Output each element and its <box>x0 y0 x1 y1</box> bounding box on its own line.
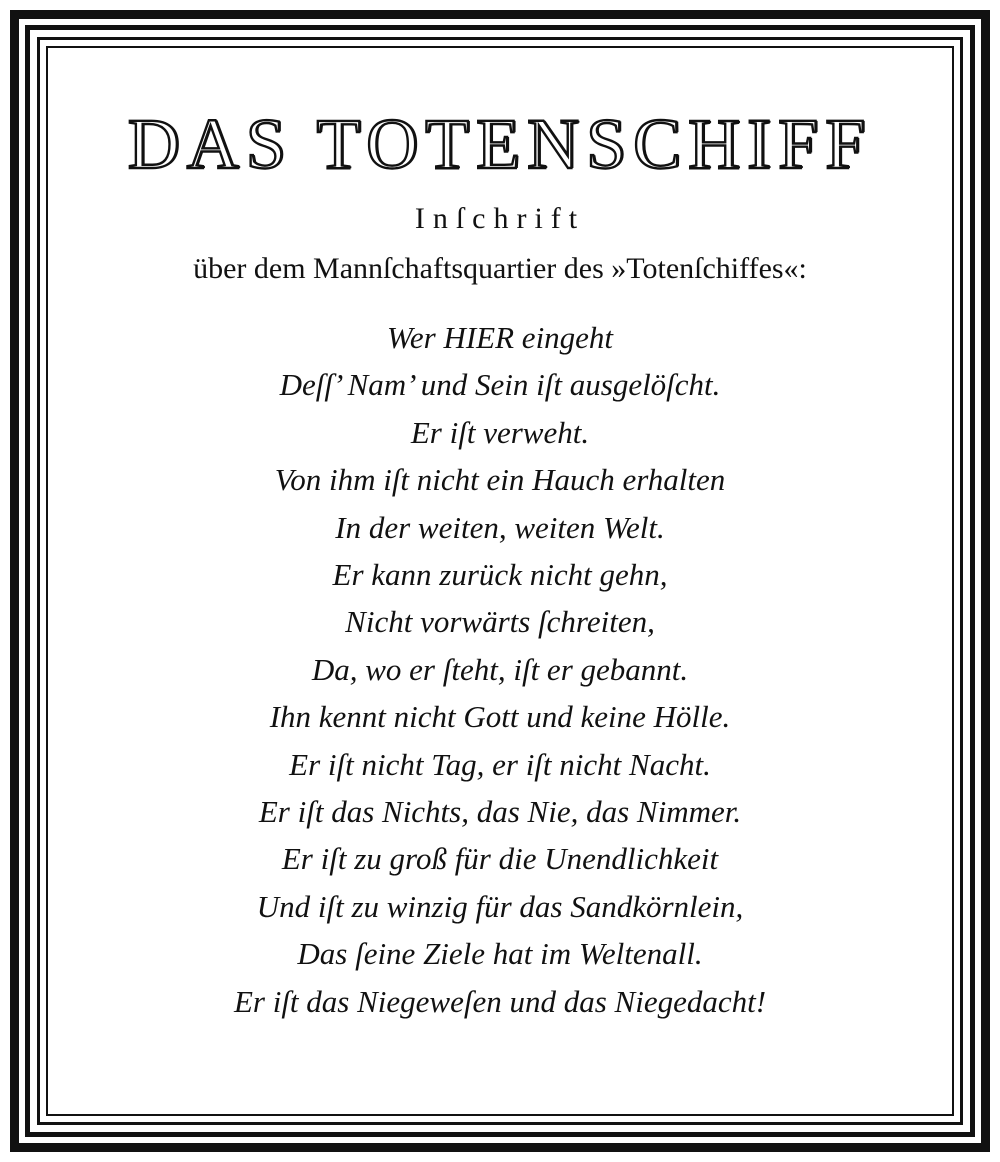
poem-line: Er iſt das Nichts, das Nie, das Nimmer. <box>258 794 742 830</box>
page-title: DAS TOTENSCHIFF <box>127 104 873 184</box>
poem-line: Da, wo er ſteht, iſt er gebannt. <box>311 651 689 687</box>
page-content <box>60 60 940 1025</box>
poem-line: Er kann zurück nicht gehn, <box>332 557 668 593</box>
poem-line: Ihn kennt nicht Gott und keine Hölle. <box>269 699 731 735</box>
poem-line: Deſſ’ Nam’ und Sein iſt ausgelöſcht. <box>279 367 721 403</box>
poem <box>60 314 940 1025</box>
inscription-caption: über dem Mannſchaftsquartier des »Totenſchiffes«: <box>193 252 807 285</box>
poem-line: Und iſt zu winzig für das Sandkörnlein, <box>256 888 744 924</box>
poem-line: Er iſt nicht Tag, er iſt nicht Nacht. <box>289 746 711 782</box>
poem-line: Er iſt verweht. <box>410 414 590 450</box>
poem-line: Von ihm iſt nicht ein Hauch erhalten <box>274 462 726 498</box>
poem-line: Er iſt zu groß für die Unendlichkeit <box>281 841 719 877</box>
poem-line: Wer HIER eingeht <box>386 320 614 355</box>
inscription-heading: Inſchrift <box>414 202 586 235</box>
poem-line: Er iſt das Niegeweſen und das Niegedacht! <box>233 983 767 1019</box>
poem-line: Das ſeine Ziele hat im Weltenall. <box>297 936 703 972</box>
poem-line: In der weiten, weiten Welt. <box>335 509 665 545</box>
poem-line: Nicht vorwärts ſchreiten, <box>345 604 655 640</box>
